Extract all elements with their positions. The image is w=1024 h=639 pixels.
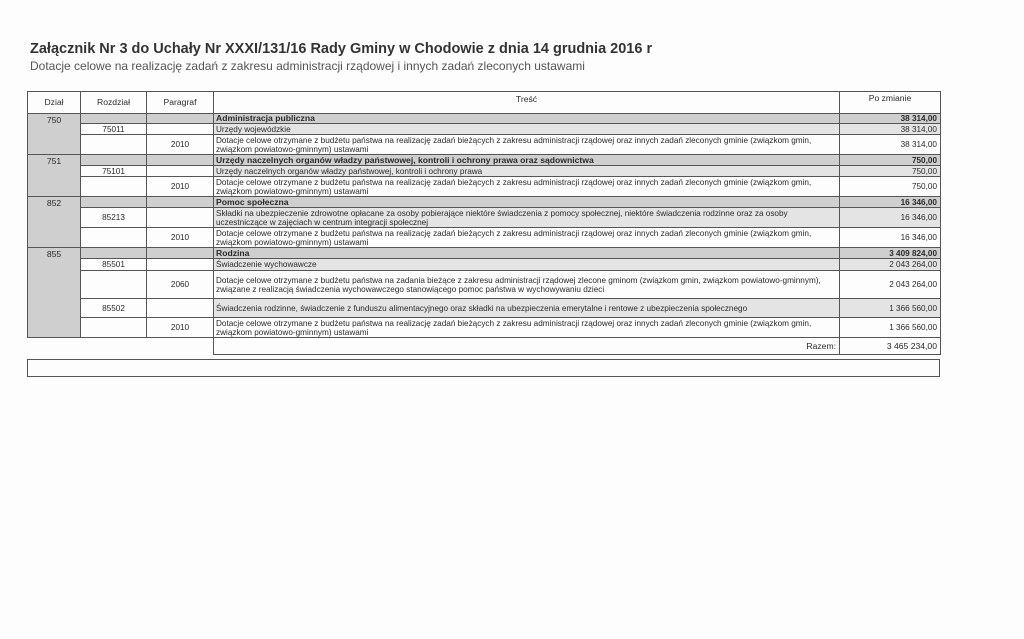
- col-header-dzial: Dział: [28, 92, 81, 114]
- amount-cell: 750,00: [840, 177, 941, 197]
- dzial-cell: 852: [28, 197, 81, 248]
- table-row: [28, 248, 941, 259]
- dzial-cell: 750: [28, 114, 81, 155]
- amount-cell: 16 346,00: [840, 228, 941, 248]
- rozdzial-cell: [81, 228, 147, 248]
- paragraf-cell: [147, 124, 214, 135]
- tresc-cell: Dotacje celowe otrzymane z budżetu państwa na realizację zadań bieżących z zakresu administracji rządowej oraz innych zadań zleconych gminie (związkom gmin, związkom powiatowo-gminnym) ustawami: [214, 177, 840, 197]
- table-row: [28, 228, 941, 248]
- empty-row: [27, 359, 940, 377]
- amount-cell: 16 346,00: [840, 208, 941, 228]
- rozdzial-cell: 85213: [81, 208, 147, 228]
- amount-cell: 750,00: [840, 166, 941, 177]
- rozdzial-cell: 85501: [81, 259, 147, 271]
- table-row: [28, 299, 941, 318]
- paragraf-cell: 2010: [147, 228, 214, 248]
- table-row: [28, 177, 941, 197]
- paragraf-cell: [147, 114, 214, 124]
- tresc-cell: Rodzina: [214, 248, 840, 259]
- amount-cell: 3 409 824,00: [840, 248, 941, 259]
- col-header-tresc: Treść: [214, 92, 840, 114]
- tresc-cell: Urzędy naczelnych organów władzy państwowej, kontroli i ochrony prawa oraz sądownictwa: [214, 155, 840, 166]
- table-row: [28, 197, 941, 208]
- tresc-cell: Dotacje celowe otrzymane z budżetu państwa na realizację zadań bieżących z zakresu administracji rządowej oraz innych zadań zleconych gminie (związkom gmin, związkom powiatowo-gminnym) ustawami: [214, 318, 840, 338]
- table-row: [28, 259, 941, 271]
- tresc-cell: Urzędy naczelnych organów władzy państwowej, kontroli i ochrony prawa: [214, 166, 840, 177]
- tresc-cell: Administracja publiczna: [214, 114, 840, 124]
- total-label: Razem:: [214, 338, 840, 355]
- paragraf-cell: 2010: [147, 177, 214, 197]
- amount-cell: 1 366 560,00: [840, 299, 941, 318]
- table-row: [28, 208, 941, 228]
- table-row: [28, 271, 941, 299]
- table-row: [28, 135, 941, 155]
- dzial-cell: 855: [28, 248, 81, 338]
- rozdzial-cell: [81, 248, 147, 259]
- dzial-cell: 751: [28, 155, 81, 197]
- subsidy-table: [27, 91, 941, 355]
- rozdzial-cell: [81, 318, 147, 338]
- paragraf-cell: [147, 155, 214, 166]
- paragraf-cell: 2010: [147, 318, 214, 338]
- paragraf-cell: [147, 208, 214, 228]
- rozdzial-cell: [81, 197, 147, 208]
- amount-cell: 750,00: [840, 155, 941, 166]
- amount-cell: 2 043 264,00: [840, 271, 941, 299]
- col-header-po-zmianie: Po zmianie: [840, 92, 941, 114]
- rozdzial-cell: [81, 114, 147, 124]
- document-subtitle: Dotacje celowe na realizację zadań z zakresu administracji rządowej i innych zadań zleconych ustawami: [30, 59, 585, 73]
- paragraf-cell: [147, 259, 214, 271]
- paragraf-cell: [147, 197, 214, 208]
- rozdzial-cell: 85502: [81, 299, 147, 318]
- rozdzial-cell: 75101: [81, 166, 147, 177]
- total-row: [28, 338, 941, 355]
- table-row: [28, 318, 941, 338]
- tresc-cell: Urzędy wojewódzkie: [214, 124, 840, 135]
- table-row: [28, 155, 941, 166]
- tresc-cell: Pomoc społeczna: [214, 197, 840, 208]
- table-row: [28, 166, 941, 177]
- tresc-cell: Dotacje celowe otrzymane z budżetu państwa na zadania bieżące z zakresu administracji rządowej zlecone gminom (związkom gmin, związkom powiatowo-gminnym), związane z realizacją świadczenia wychowawczego stanowiącego pomoc państwa w wychowywaniu dzieci: [214, 271, 840, 299]
- total-value: 3 465 234,00: [840, 338, 941, 355]
- amount-cell: 16 346,00: [840, 197, 941, 208]
- document-title: Załącznik Nr 3 do Uchały Nr XXXI/131/16 Rady Gminy w Chodowie z dnia 14 grudnia 2016 r: [30, 41, 653, 57]
- rozdzial-cell: [81, 155, 147, 166]
- paragraf-cell: 2010: [147, 135, 214, 155]
- amount-cell: 38 314,00: [840, 114, 941, 124]
- rozdzial-cell: [81, 271, 147, 299]
- col-header-rozdzial: Rozdział: [81, 92, 147, 114]
- paragraf-cell: 2060: [147, 271, 214, 299]
- amount-cell: 2 043 264,00: [840, 259, 941, 271]
- col-header-paragraf: Paragraf: [147, 92, 214, 114]
- amount-cell: 38 314,00: [840, 124, 941, 135]
- amount-cell: 38 314,00: [840, 135, 941, 155]
- table-row: [28, 114, 941, 124]
- tresc-cell: Świadczenia rodzinne, świadczenie z funduszu alimentacyjnego oraz składki na ubezpieczenia emerytalne i rentowe z ubezpieczenia społecznego: [214, 299, 840, 318]
- table-header: [28, 92, 941, 114]
- tresc-cell: Dotacje celowe otrzymane z budżetu państwa na realizację zadań bieżących z zakresu administracji rządowej oraz innych zadań zleconych gminie (związkom gmin, związkom powiatowo-gminnym) ustawami: [214, 228, 840, 248]
- tresc-cell: Dotacje celowe otrzymane z budżetu państwa na realizację zadań bieżących z zakresu administracji rządowej oraz innych zadań zleconych gminie (związkom gmin, związkom powiatowo-gminnym) ustawami: [214, 135, 840, 155]
- table-row: [28, 124, 941, 135]
- paragraf-cell: [147, 299, 214, 318]
- rozdzial-cell: [81, 177, 147, 197]
- amount-cell: 1 366 560,00: [840, 318, 941, 338]
- paragraf-cell: [147, 166, 214, 177]
- total-row-spacer: [28, 338, 214, 355]
- rozdzial-cell: 75011: [81, 124, 147, 135]
- rozdzial-cell: [81, 135, 147, 155]
- paragraf-cell: [147, 248, 214, 259]
- tresc-cell: Składki na ubezpieczenie zdrowotne opłacane za osoby pobierające niektóre świadczenia z pomocy społecznej, niektóre świadczenia rodzinne oraz za osoby uczestniczące w zajęciach w centrum integracji społecznej: [214, 208, 840, 228]
- tresc-cell: Świadczenie wychowawcze: [214, 259, 840, 271]
